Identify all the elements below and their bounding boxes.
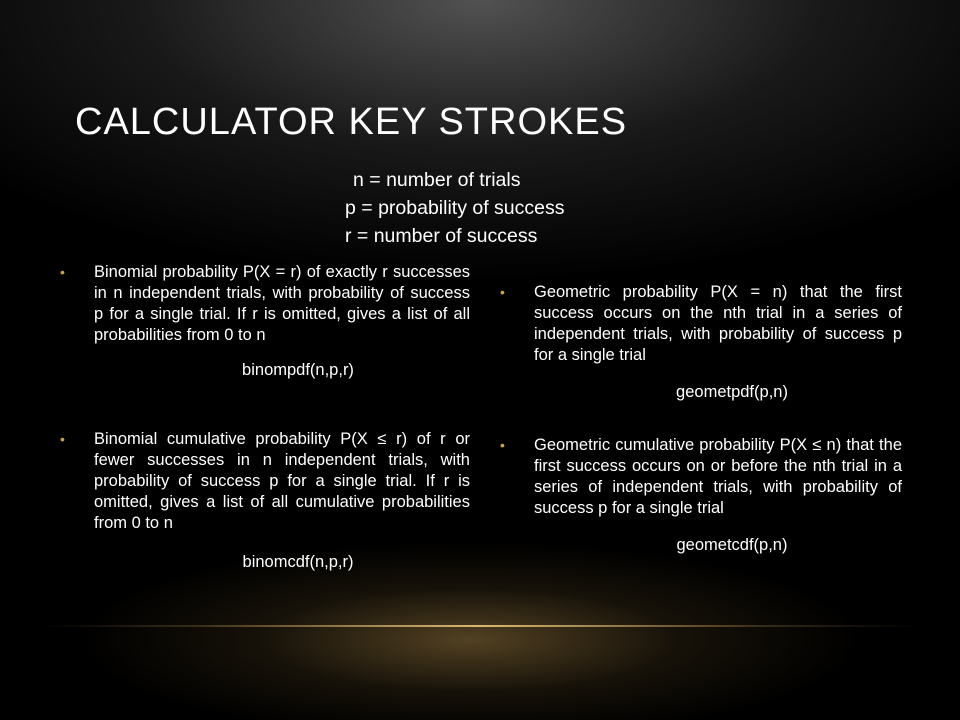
left-column [60, 262, 470, 573]
bullet-icon: • [60, 431, 65, 447]
geometcdf-command: geometcdf(p,n) [676, 536, 788, 554]
definition-r: r = number of success [345, 225, 538, 247]
binompdf-command: binompdf(n,p,r) [242, 361, 354, 379]
right-column [500, 282, 902, 556]
binomcdf-command: binomcdf(n,p,r) [242, 553, 354, 571]
geometpdf-item [500, 282, 902, 403]
definition-p: p = probability of success [345, 197, 565, 219]
decorative-glow-line [40, 625, 920, 627]
slide-title: CALCULATOR KEY STROKES [75, 101, 628, 143]
binompdf-item [60, 262, 470, 381]
geometcdf-item [500, 435, 902, 556]
bullet-icon: • [60, 264, 65, 280]
bullet-icon: • [500, 284, 505, 300]
variable-definitions [345, 166, 565, 250]
bullet-icon: • [500, 437, 505, 453]
definition-n: n = number of trials [353, 169, 521, 191]
binomcdf-item [60, 429, 470, 573]
geometpdf-command: geometpdf(p,n) [676, 383, 788, 401]
binompdf-description: Binomial probability P(X = r) of exactly r successes in n independent trials, with probability of success p for a single trial. If r is omitted, gives a list of all probabilities from 0 to n [94, 263, 470, 344]
binomcdf-description: Binomial cumulative probability P(X ≤ r) of r or fewer successes in n independent trials, with probability of success p for a single trial. If r is omitted, gives a list of all cumulative probabilities from 0 to n [94, 430, 470, 532]
geometpdf-description: Geometric probability P(X = n) that the first success occurs on the nth trial in a series of independent trials, with probability of success p for a single trial [534, 283, 902, 364]
geometcdf-description: Geometric cumulative probability P(X ≤ n) that the first success occurs on or before the nth trial in a series of independent trials, with probability of success p for a single trial [534, 436, 902, 517]
